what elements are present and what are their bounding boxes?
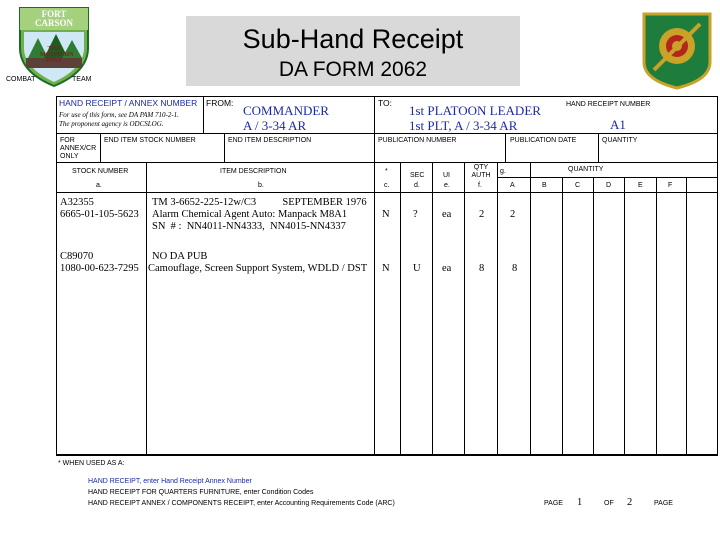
divider bbox=[598, 133, 599, 162]
col-ui: UI bbox=[443, 172, 450, 179]
for-annex-label: FOR ANNEX/CR ONLY bbox=[60, 137, 97, 160]
col-qty-d: D bbox=[606, 182, 612, 189]
divider bbox=[56, 162, 717, 163]
col-ui-letter: e. bbox=[444, 182, 450, 189]
form-frame bbox=[56, 96, 718, 456]
row2-c: N bbox=[382, 263, 390, 274]
divider bbox=[56, 192, 717, 193]
divider bbox=[464, 162, 465, 454]
note-quarters: HAND RECEIPT FOR QUARTERS FURNITURE, enter Condition Codes bbox=[88, 489, 314, 496]
pub-number-label: PUBLICATION NUMBER bbox=[378, 137, 457, 144]
to-label: TO: bbox=[378, 98, 393, 108]
col-qty-auth: QTY AUTH bbox=[471, 164, 491, 179]
hr-number-value: A1 bbox=[610, 117, 626, 132]
col-stock-letter: a. bbox=[96, 182, 102, 189]
divider bbox=[686, 177, 687, 454]
col-item-letter: b. bbox=[258, 182, 264, 189]
page-number: 1 bbox=[577, 497, 583, 508]
row1-stock1: A32355 bbox=[60, 197, 94, 208]
note-hand-receipt-text: HAND RECEIPT, enter Hand Receipt Annex Number bbox=[88, 478, 252, 485]
divider bbox=[624, 177, 625, 454]
divider bbox=[146, 162, 147, 454]
col-sec-letter: d. bbox=[414, 182, 420, 189]
to-value-line1: 1st PLATOON LEADER bbox=[409, 103, 541, 118]
row1-desc2: Alarm Chemical Agent Auto: Manpack M8A1 bbox=[152, 209, 348, 220]
divider bbox=[656, 177, 657, 454]
divider bbox=[374, 162, 375, 454]
divider bbox=[56, 454, 717, 455]
col-qty-c: C bbox=[575, 182, 581, 189]
row2-ui: ea bbox=[442, 263, 452, 274]
row2-auth: 8 bbox=[479, 263, 485, 274]
hr-number-label: HAND RECEIPT NUMBER bbox=[566, 101, 651, 108]
logo-bottom-text: THE MOUNTAIN POST bbox=[40, 46, 74, 64]
of-label: OF bbox=[604, 500, 614, 507]
page-total: 2 bbox=[627, 497, 633, 508]
col-stock-number: STOCK NUMBER bbox=[72, 168, 129, 175]
row2-stock2: 1080-00-623-7295 bbox=[60, 263, 139, 274]
end-item-stock-label: END ITEM STOCK NUMBER bbox=[104, 137, 196, 144]
col-star: * bbox=[385, 168, 388, 175]
col-c-letter: c. bbox=[384, 182, 390, 189]
page-subtitle: DA FORM 2062 bbox=[278, 58, 428, 81]
divider bbox=[497, 162, 498, 454]
col-qty-letter: f. bbox=[478, 182, 482, 189]
col-qty-a: A bbox=[510, 182, 515, 189]
row1-qty-a: 2 bbox=[510, 209, 516, 220]
divider bbox=[400, 162, 401, 454]
row1-stock2: 6665-01-105-5623 bbox=[60, 209, 139, 220]
divider bbox=[497, 177, 717, 178]
from-label: FROM: bbox=[206, 98, 234, 108]
row2-sec: U bbox=[413, 263, 421, 274]
divider bbox=[56, 133, 717, 134]
divider bbox=[562, 177, 563, 454]
page-label: PAGE bbox=[544, 500, 563, 507]
note-annex: HAND RECEIPT ANNEX / COMPONENTS RECEIPT, enter Accounting Requirements Code (ARC) bbox=[88, 500, 395, 507]
row2-desc2: Camouflage, Screen Support System, WDLD / DST bbox=[148, 263, 368, 274]
col-g-letter: g. bbox=[500, 168, 506, 175]
row1-ui: ea bbox=[442, 209, 452, 220]
row1-c: N bbox=[382, 209, 390, 220]
for-use-note: For use of this form, see DA PAM 710-2-1. bbox=[59, 111, 179, 119]
logo-motto-right: TEAM bbox=[72, 76, 92, 83]
from-value-line2: A / 3-34 AR bbox=[243, 118, 307, 133]
quantity-header-label: QUANTITY bbox=[602, 137, 638, 144]
hand-receipt-label-text: HAND RECEIPT / ANNEX NUMBER bbox=[59, 98, 198, 108]
col-item-description: ITEM DESCRIPTION bbox=[220, 168, 287, 175]
pages-label: PAGE bbox=[654, 500, 673, 507]
row2-stock1: C89070 bbox=[60, 251, 94, 262]
divider bbox=[530, 162, 531, 454]
proponent-note: The proponent agency is ODCSLOG. bbox=[59, 120, 164, 128]
col-qty-b: B bbox=[542, 182, 547, 189]
divider bbox=[505, 133, 506, 162]
logo-top-text: FORT CARSON bbox=[34, 9, 73, 28]
when-used-label: * WHEN USED AS A: bbox=[58, 460, 125, 467]
hand-receipt-label bbox=[59, 99, 197, 108]
col-sec: SEC bbox=[410, 172, 425, 179]
divider bbox=[593, 177, 594, 454]
col-qty-e: E bbox=[638, 182, 643, 189]
from-value-line1: COMMANDER bbox=[243, 103, 329, 118]
row2-qty-a: 8 bbox=[512, 263, 518, 274]
logo-motto-left: COMBAT bbox=[6, 76, 36, 83]
end-item-desc-label: END ITEM DESCRIPTION bbox=[228, 137, 312, 144]
divider bbox=[100, 133, 101, 162]
row1-desc1: TM 3-6652-225-12w/C3 SEPTEMBER 1976 bbox=[152, 197, 367, 208]
page-title: Sub-Hand Receipt bbox=[242, 24, 464, 54]
divider bbox=[432, 162, 433, 454]
col-qty-f: F bbox=[668, 182, 673, 189]
to-value-line2: 1st PLT, A / 3-34 AR bbox=[409, 118, 518, 133]
row1-sec: ? bbox=[413, 209, 418, 220]
divider bbox=[203, 96, 204, 133]
divider bbox=[224, 133, 225, 162]
row1-auth: 2 bbox=[479, 209, 485, 220]
row2-desc1: NO DA PUB bbox=[152, 251, 208, 262]
ordnance-emblem-logo bbox=[640, 10, 714, 90]
row1-desc3: SN # : NN4011-NN4333, NN4015-NN4337 bbox=[152, 221, 346, 232]
note-hand-receipt bbox=[88, 478, 252, 486]
col-quantity: QUANTITY bbox=[568, 166, 604, 173]
pub-date-label: PUBLICATION DATE bbox=[510, 137, 577, 144]
